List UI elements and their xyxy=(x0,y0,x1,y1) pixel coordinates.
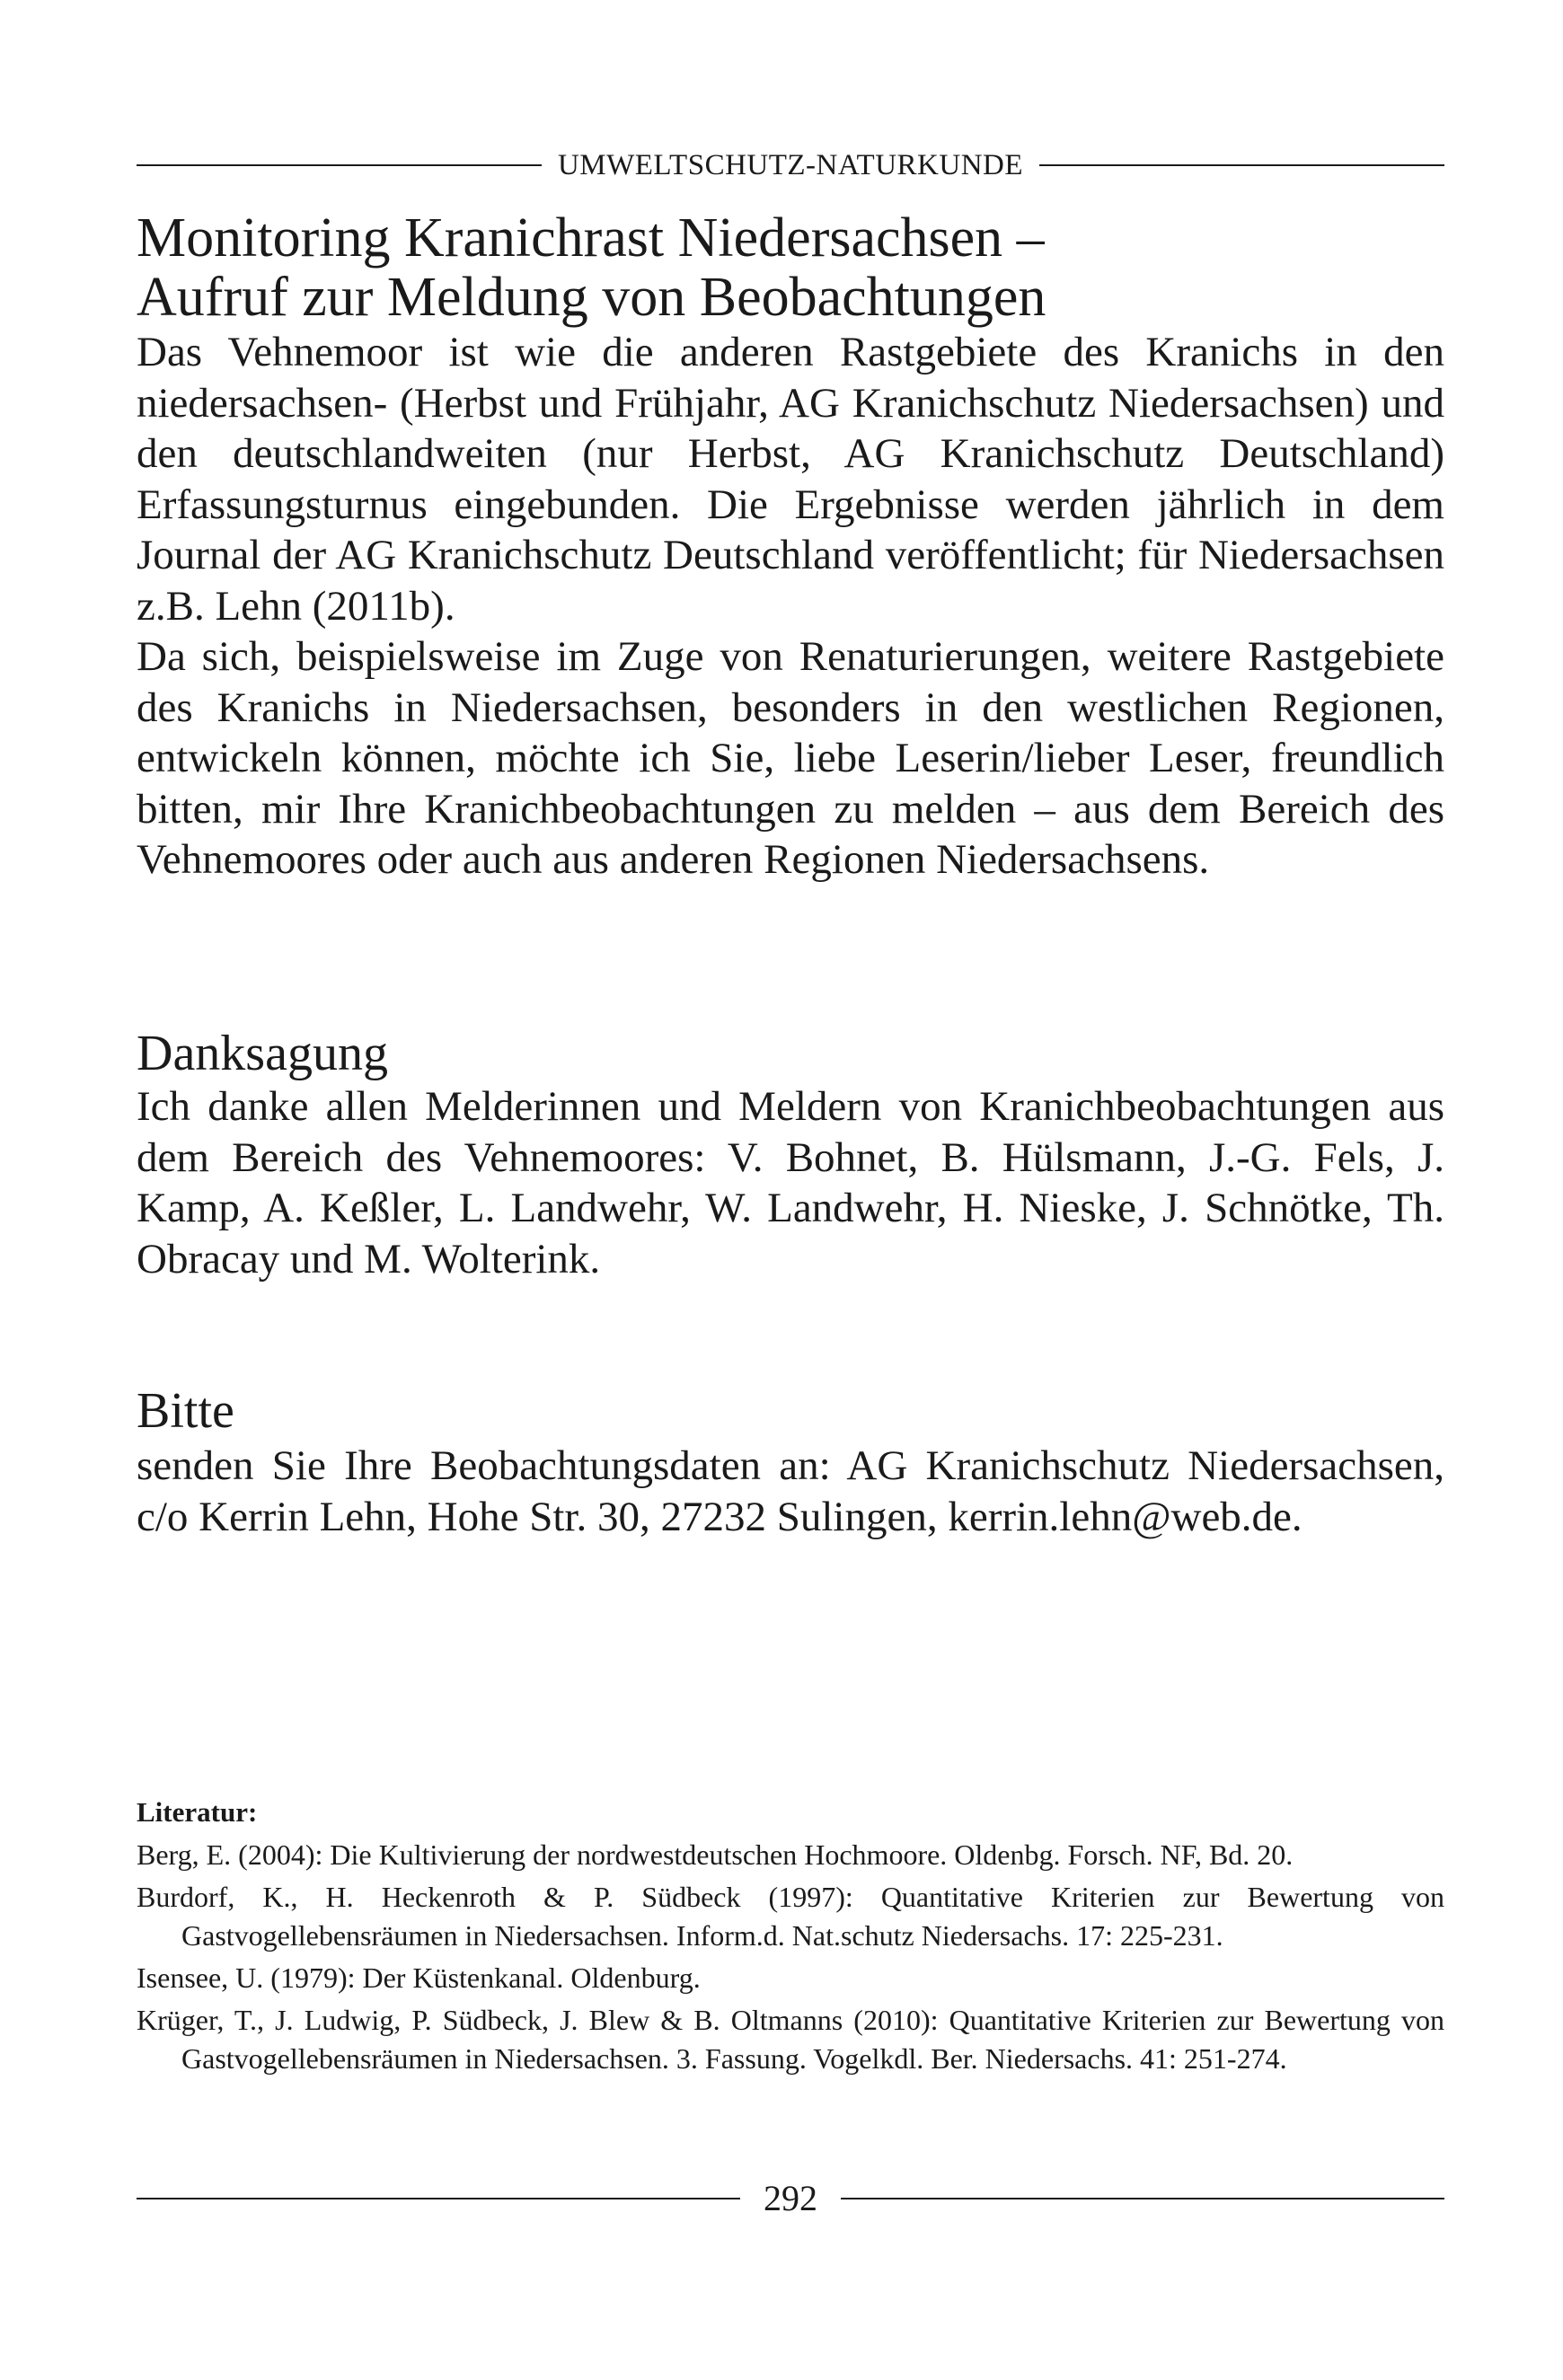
danksagung-heading: Danksagung xyxy=(137,1026,388,1081)
bitte-text: senden Sie Ihre Beobachtungsdaten an: AG Kranichschutz Niedersachsen, c/o Kerrin Lehn, Hohe Str. 30, 27232 Sulingen, kerrin.lehn@web.de. xyxy=(137,1442,1444,1540)
article-title-line-1: Monitoring Kranichrast Niedersachsen – xyxy=(137,207,1045,269)
running-head xyxy=(137,147,1444,183)
running-head-rule-right xyxy=(1039,164,1444,166)
literature-ref: Burdorf, K., H. Heckenroth & P. Südbeck (1997): Quantitative Kriterien zur Bewertung von Gastvogellebensräumen in Niedersachsen. Inform.d. Nat.schutz Niedersachs. 17: 225-231. xyxy=(137,1881,1444,1952)
intro-paragraph-1: Das Vehnemoor ist wie die anderen Rastgebiete des Kranichs in den niedersachsen- (Herbst und Frühjahr, AG Kranichschutz Niedersachsen) und den deutschlandweiten (nur Herbst, AG Kranichschutz Deutschland) Erfassungsturnus eingebunden. Die Ergebnisse werden jährlich in dem Journal der AG Kranichschutz Deutschland veröffentlicht; für Niedersachsen z.B. Lehn (2011b). xyxy=(137,329,1444,630)
page-footer xyxy=(137,2177,1444,2220)
running-head-rule-left xyxy=(137,164,542,166)
footer-rule-left xyxy=(137,2198,740,2199)
literature-ref: Krüger, T., J. Ludwig, P. Südbeck, J. Blew & B. Oltmanns (2010): Quantitative Kriterien zur Bewertung von Gastvogellebensräumen in Niedersachsen. 3. Fassung. Vogelkdl. Ber. Niedersachs. 41: 251-274. xyxy=(137,2004,1444,2075)
literature-ref: Isensee, U. (1979): Der Küstenkanal. Oldenburg. xyxy=(137,1961,701,1994)
footer-rule-right xyxy=(841,2198,1444,2199)
page xyxy=(137,0,1444,2380)
literature-heading: Literatur: xyxy=(137,1796,258,1828)
article-title-line-2: Aufruf zur Meldung von Beobachtungen xyxy=(137,267,1046,328)
intro-section xyxy=(137,327,1444,886)
article-title xyxy=(137,208,1444,327)
literature-section xyxy=(137,1793,1444,2082)
intro-paragraph-2: Da sich, beispielsweise im Zuge von Renaturierungen, weitere Rastgebiete des Kranichs in Niedersachsen, besonders in den westlichen Regionen, entwickeln können, möchte ich Sie, liebe Leserin/lieber Leser, freundlich bitten, mir Ihre Kranichbeobachtungen zu melden – aus dem Bereich des Vehnemoores oder auch aus anderen Regionen Niedersachsens. xyxy=(137,633,1444,883)
running-head-text: UMWELTSCHUTZ-NATURKUNDE xyxy=(557,149,1024,181)
page-number: 292 xyxy=(764,2178,817,2218)
danksagung-text: Ich danke allen Melderinnen und Meldern von Kranichbeobachtungen aus dem Bereich des Vehnemoores: V. Bohnet, B. Hülsmann, J.-G. Fels, J. Kamp, A. Keßler, L. Landwehr, W. Landwehr, H. Nieske, J. Schnötke, Th. Obracay und M. Wolterink. xyxy=(137,1083,1444,1283)
bitte-heading: Bitte xyxy=(137,1383,234,1439)
literature-ref: Berg, E. (2004): Die Kultivierung der nordwestdeutschen Hochmoore. Oldenbg. Forsch. NF, Bd. 20. xyxy=(137,1838,1294,1871)
